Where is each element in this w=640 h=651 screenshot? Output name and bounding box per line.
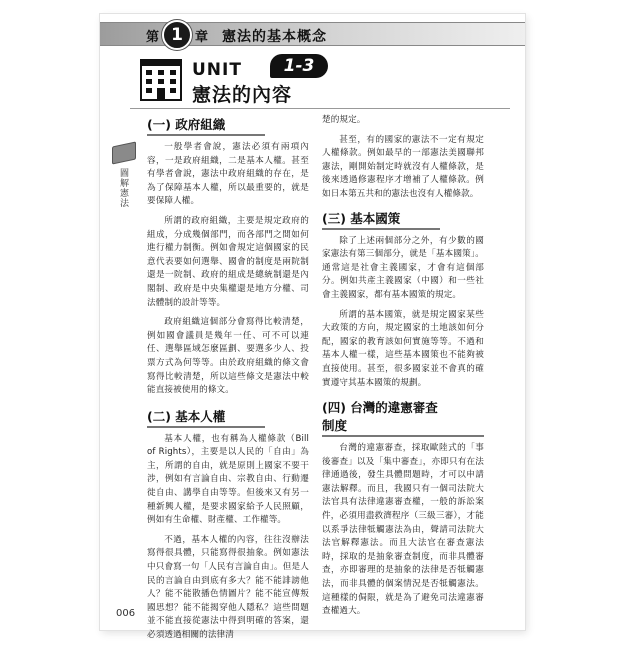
unit-label: UNIT <box>192 60 242 80</box>
section-heading: (二) 基本人權 <box>147 407 265 428</box>
paragraph: 所謂的政府組織，主要是規定政府的組成，分成幾個部門，而各部門之間如何進行權力制衡。例如會規定這個國家的民意代表要如何選舉、國會的制度是兩院制還是一院制、政府的組成是總統制還是內閣制、政府是中央集權還是地方分權、司法體制的設計等等。 <box>147 215 309 308</box>
book-icon <box>112 141 136 164</box>
continued-paragraph: 楚的規定。 <box>322 115 366 125</box>
page-number: 006 <box>116 608 136 619</box>
paragraph: 不過，基本人權的內容，往往沒辦法寫得很具體，只能寫得很抽象。例如憲法中只會寫一句「人民有言論自由」。但是人民的言論自由到底有多大？能不能誹謗他人？能不能散播色情圖片？能不能宣傳叛國思想？能不能揭穿他人隱私？這些問題並不能直接從憲法中得到明確的答案，還必須透過相關的法律清 <box>147 534 309 640</box>
left-column <box>147 114 309 651</box>
paragraph: 除了上述兩個部分之外，有少數的國家憲法有第三個部分，就是「基本國策」。通常這是社會主義國家，才會有這個部分。例如共產主義國家（中國）和一些社會主義國家，都有基本國策的規定。 <box>322 235 484 300</box>
unit-title: 憲法的內容 <box>192 84 293 106</box>
paragraph: 甚至，有的國家的憲法不一定有規定人權條款。例如最早的一部憲法美國聯邦憲法，剛開始制定時就沒有人權條款，是後來透過修憲程序才增補了人權條款。例如日本第五共和的憲法也沒有人權條款。 <box>322 134 484 199</box>
paragraph: 一般學者會說，憲法必須有兩項內容，一是政府組織，二是基本人權。甚至有學者會說，憲法中政府組織的存在，是為了保障基本人權，所以最重要的，就是要保障人權。 <box>147 142 309 207</box>
section-national-policy <box>322 208 484 391</box>
chapter-title: 憲法的基本概念 <box>222 29 327 45</box>
chapter-prefix: 第 <box>146 30 160 45</box>
right-column <box>322 114 484 627</box>
section-human-rights <box>147 406 309 643</box>
unit-divider <box>130 108 510 109</box>
paragraph: 基本人權，也有稱為人權條款（Bill of Rights），主要是以人民的「自由」為主，所謂的自由，就是原則上國家不要干涉，例如有言論自由、宗教自由、行動遷徙自由、講學自由等等。但後來又有另一種新興人權，是要求國家給予人民照顧，例如有生命權、財產權、工作權等。 <box>147 433 309 526</box>
paragraph: 政府組織這個部分會寫得比較清楚，例如國會議員是幾年一任、可不可以連任、選舉區域怎麼區劃、要選多少人、投票方式為何等等。由於政府組織的條文會寫得比較清楚，所以這些條文是憲法中較能直接被使用的條文。 <box>147 317 309 396</box>
unit-number-badge: 1-3 <box>270 54 328 78</box>
chapter-header-bar <box>100 22 525 46</box>
section-heading: (一) 政府組織 <box>147 115 265 136</box>
chapter-suffix: 章 <box>195 30 209 45</box>
paragraph: 台灣的違憲審查，採取歐陸式的「事後審查」以及「集中審查」，亦即只有在法律通過後，發生具體問題時，才可以申請憲法解釋。而且，我國只有一個司法院大法官具有法律違憲審查權，一般的訴訟案件，必須用盡救濟程序（三級三審），才能以系爭法律牴觸憲法為由，聲請司法院大法官解釋憲法。而且大法官在審查憲法時，採取的是抽象審查制度，而非具體審查，亦即審理的是抽象的法律是否牴觸憲法，而非具體的個案情況是否牴觸憲法。這種樣的侷限，就是為了避免司法違憲審查權過大。 <box>322 443 484 617</box>
chapter-number-badge: 1 <box>162 20 192 50</box>
side-tab <box>112 144 134 208</box>
building-icon <box>138 56 184 102</box>
paragraph: 所謂的基本國策，就是規定國家某些大政策的方向，規定國家的土地該如何分配，國家的教育該如何實施等等。不過和基本人權一樣，這些基本國策也不能夠被直接使用。甚至，很多國家並不會真的確實遵守其基本國策的規劃。 <box>322 309 484 388</box>
section-government <box>147 114 309 398</box>
section-heading: (三) 基本國策 <box>322 209 440 230</box>
side-tab-label: 圖解憲法 <box>118 168 128 208</box>
book-page <box>100 14 525 640</box>
section-judicial-review <box>322 398 484 619</box>
section-heading: (四) 台灣的違憲審查制度 <box>322 398 484 437</box>
